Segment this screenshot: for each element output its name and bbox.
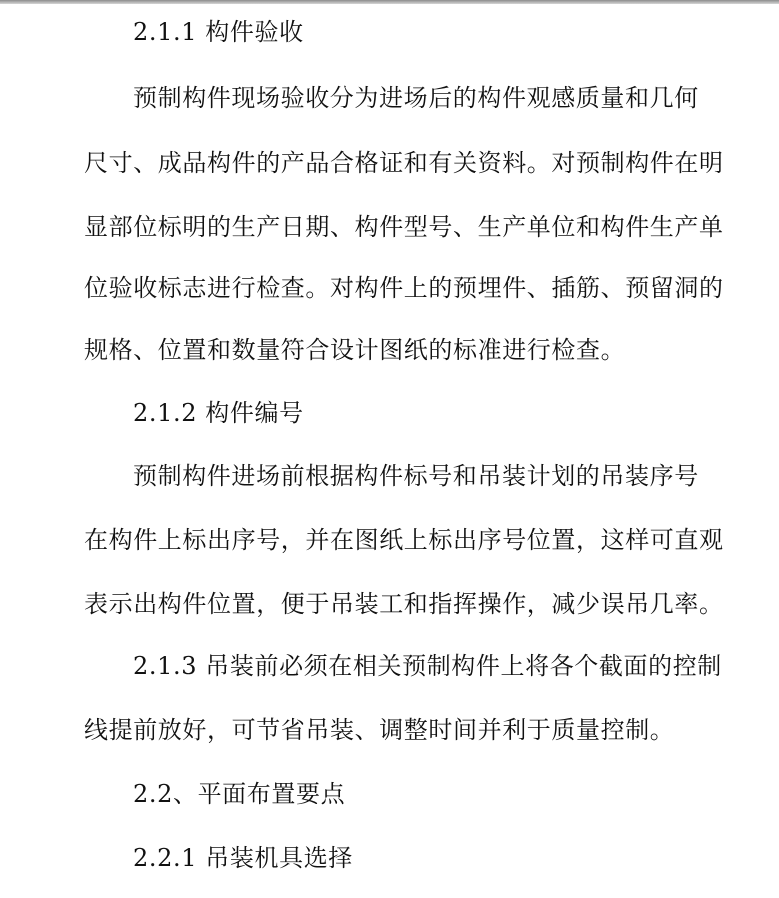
paragraph-line-8: 表示出构件位置，便于吊装工和指挥操作，减少误吊几率。 <box>84 590 724 618</box>
paragraph-line-2: 尺寸、成品构件的产品合格证和有关资料。对预制构件在明 <box>84 149 724 177</box>
paragraph-line-1: 预制构件现场验收分为进场后的构件观感质量和几何 <box>133 84 699 112</box>
paragraph-line-5: 规格、位置和数量符合设计图纸的标准进行检查。 <box>84 336 626 364</box>
paragraph-line-10: 线提前放好，可节省吊装、调整时间并利于质量控制。 <box>84 716 675 744</box>
heading-2-1-2: 2.1.2 构件编号 <box>133 399 304 427</box>
paragraph-line-3: 显部位标明的生产日期、构件型号、生产单位和构件生产单 <box>84 213 724 241</box>
heading-2-2-1: 2.2.1 吊装机具选择 <box>133 844 353 872</box>
paragraph-line-4: 位验收标志进行检查。对构件上的预埋件、插筋、预留洞的 <box>84 274 724 302</box>
paragraph-line-6: 预制构件进场前根据构件标号和吊装计划的吊装序号 <box>133 462 699 490</box>
paragraph-line-9: 2.1.3 吊装前必须在相关预制构件上将各个截面的控制 <box>133 652 722 680</box>
heading-2-1-1: 2.1.1 构件验收 <box>133 18 304 46</box>
heading-2-2: 2.2、平面布置要点 <box>133 780 346 808</box>
paragraph-line-7: 在构件上标出序号，并在图纸上标出序号位置，这样可直观 <box>84 526 724 554</box>
